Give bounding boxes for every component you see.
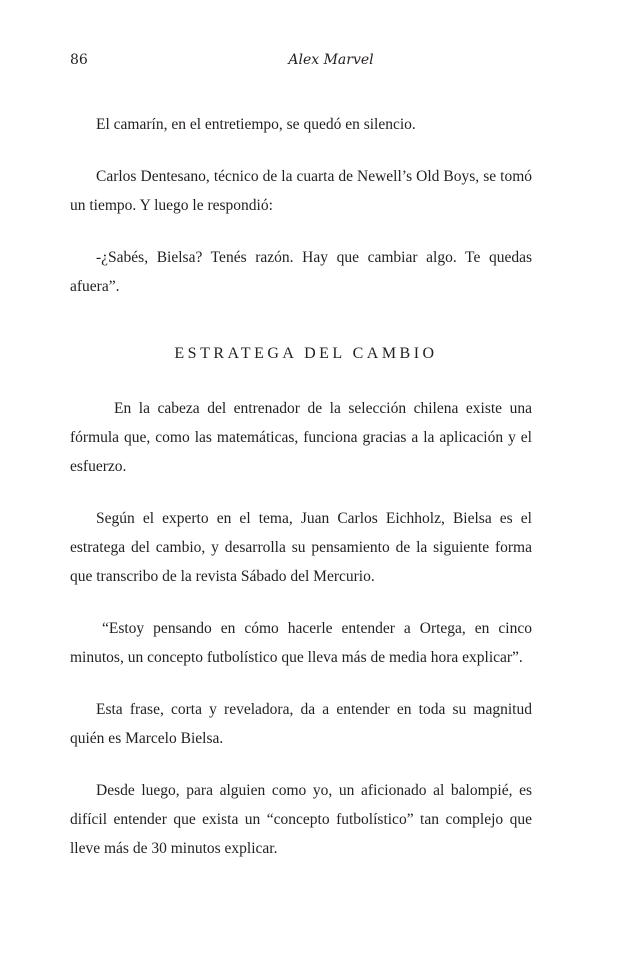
paragraph: El camarín, en el entretiempo, se quedó en silencio.: [96, 116, 416, 133]
paragraph: Esta frase, corta y reveladora, da a entender en toda su magnitud quién es Marcelo Bielsa.: [70, 701, 532, 747]
paragraph: “Estoy pensando en cómo hacerle entender a Ortega, en cinco minutos, un concepto futbolístico que lleva más de media hora explicar”.: [70, 620, 532, 666]
section-title: ESTRATEGA DEL CAMBIO: [174, 345, 438, 362]
paragraph: Según el experto en el tema, Juan Carlos Eichholz, Bielsa es el estratega del cambio, y desarrolla su pensamiento de la siguiente forma que transcribo de la revista Sábado del Mercurio.: [70, 510, 532, 585]
paragraph: Desde luego, para alguien como yo, un aficionado al balompié, es difícil entender que exista un “concepto futbolístico” tan complejo que lleve más de 30 minutos explicar.: [70, 782, 532, 857]
paragraph: -¿Sabés, Bielsa? Tenés razón. Hay que cambiar algo. Te quedas afuera”.: [70, 249, 532, 295]
body-text: [70, 110, 532, 886]
page-number: 86: [70, 52, 88, 68]
paragraph: Carlos Dentesano, técnico de la cuarta de Newell’s Old Boys, se tomó un tiempo. Y luego le respondió:: [70, 168, 532, 214]
paragraph: En la cabeza del entrenador de la selección chilena existe una fórmula que, como las matemáticas, funciona gracias a la aplicación y el esfuerzo.: [70, 400, 532, 475]
page-header: [70, 52, 532, 72]
running-head: Alex Marvel: [288, 52, 374, 68]
